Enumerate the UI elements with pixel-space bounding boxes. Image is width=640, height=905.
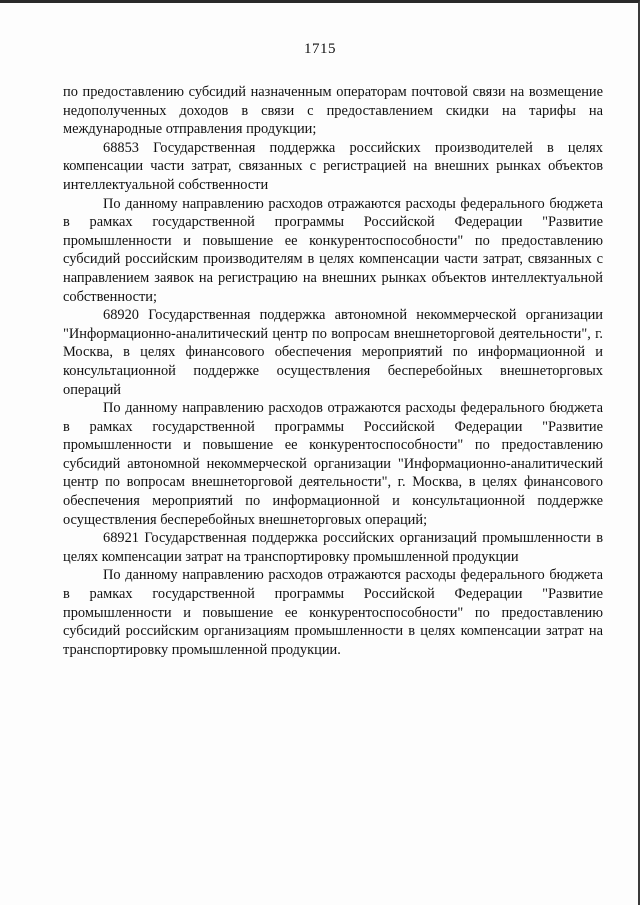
paragraph-68853-heading: 68853 Государственная поддержка российских производителей в целях компенсации части затрат, связанных с регистрацией на внешних рынках объектов интеллектуальной собственности: [63, 139, 603, 193]
page-number: 1715: [304, 41, 336, 57]
paragraph-68853-description: По данному направлению расходов отражаются расходы федерального бюджета в рамках государственной программы Российской Федерации "Развитие промышленности и повышение ее конкурентоспособности" по предоставлению субсидий российским производителям в целях компенсации части затрат, связанных с направлением заявок на регистрацию на внешних рынках объектов интеллектуальной собственности;: [63, 195, 603, 305]
paragraph-postal-subsidies-continuation: по предоставлению субсидий назначенным операторам почтовой связи на возмещение недополученных доходов в связи с предоставлением скидки на тарифы на международные отправления продукции;: [63, 84, 603, 138]
document-body: [63, 83, 603, 659]
paragraph-68920-description: По данному направлению расходов отражаются расходы федерального бюджета в рамках государственной программы Российской Федерации "Развитие промышленности и повышение ее конкурентоспособности" по предоставлению субсидий автономной некоммерческой организации "Информационно-аналитический центр по вопросам внешнеторговой деятельности", г. Москва, в целях финансового обеспечения мероприятий по информационной и консультационной поддержке осуществления бесперебойных внешнеторговых операций;: [63, 400, 603, 528]
paragraph-68921-heading: 68921 Государственная поддержка российских организаций промышленности в целях компенсации затрат на транспортировку промышленной продукции: [63, 530, 603, 565]
paragraph-68920-heading: 68920 Государственная поддержка автономной некоммерческой организации "Информационно-аналитический центр по вопросам внешнеторговой деятельности", г. Москва, в целях финансового обеспечения мероприятий по информационной и консультационной поддержке осуществления бесперебойных внешнеторговых операций: [63, 307, 603, 398]
paragraph-68921-description: По данному направлению расходов отражаются расходы федерального бюджета в рамках государственной программы Российской Федерации "Развитие промышленности и повышение ее конкурентоспособности" по предоставлению субсидий российским организациям промышленности в целях компенсации затрат на транспортировку промышленной продукции.: [63, 567, 603, 658]
